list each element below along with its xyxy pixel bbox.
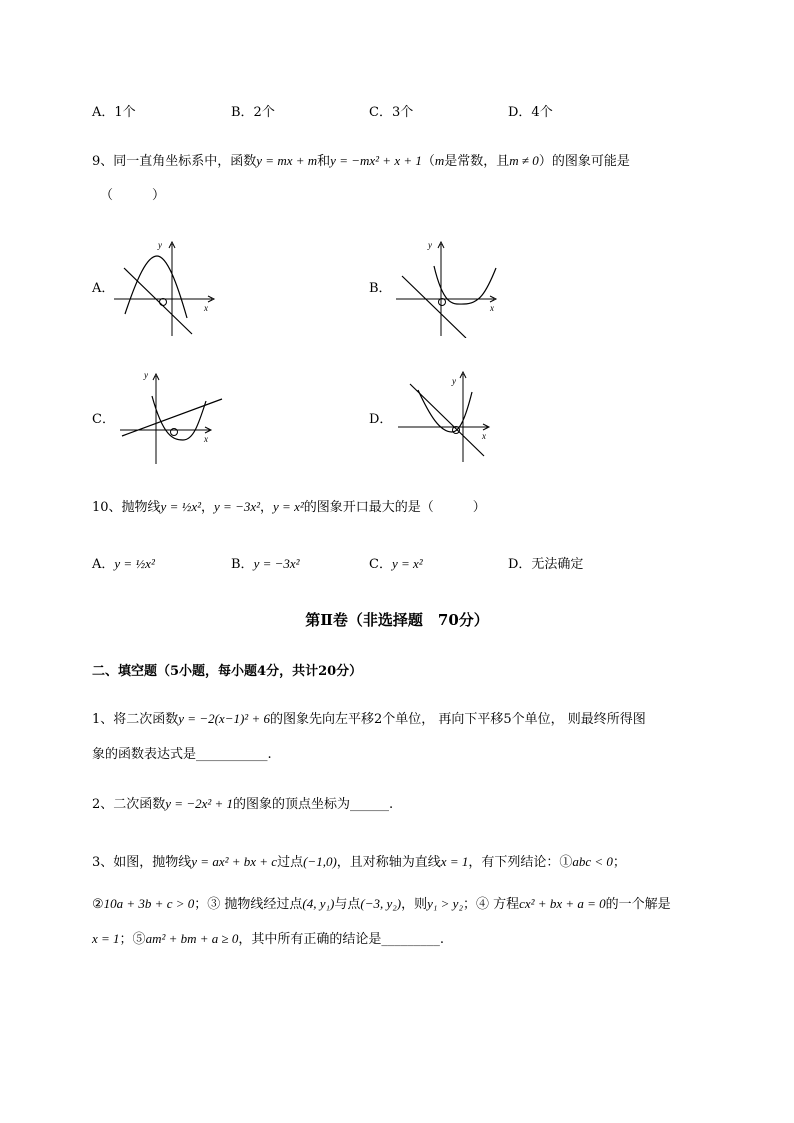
question-9 <box>92 150 630 169</box>
fill-q3-math2: (−1,0) <box>303 854 337 869</box>
q9-prefix: 9、同一直角坐标系中，函数 <box>92 154 257 169</box>
graph-b-x-label: x <box>490 303 494 313</box>
fill-question-3-line3 <box>92 928 444 947</box>
fill-question-1 <box>92 708 646 727</box>
fill-q3-math3: x = 1 <box>440 854 469 869</box>
q10-option-c-label: C． <box>369 557 392 572</box>
graph-b-label: B． <box>369 281 392 296</box>
graph-c-x-label: x <box>204 434 208 444</box>
fill-q3-l2-marker: ② <box>92 897 104 912</box>
graph-d-line <box>410 384 484 456</box>
fill-question-2 <box>92 793 393 812</box>
q10-suffix: 的图象开口最大的是（ ） <box>303 500 486 515</box>
fill-q3-l2-text5: 的一个解是 <box>605 897 671 912</box>
option-b: B．2个 <box>231 105 275 120</box>
fill-q2-prefix: 2、二次函数 <box>92 797 166 812</box>
fill-q3-l2-math2: (4, y₁) <box>302 896 335 911</box>
fill-q3-l2-text3: ，则 <box>401 897 428 912</box>
q10-option-a-math: y = ½x² <box>114 556 155 571</box>
question-10 <box>92 496 486 515</box>
graph-a-parabola <box>125 256 187 318</box>
graph-d-x-label: x <box>482 431 486 441</box>
fill-q3-l2-math3: (−3, y₂) <box>360 896 402 911</box>
q9-func1: y = mx + m <box>256 153 318 168</box>
section-2-title: 第Ⅱ卷（非选择题 70分） <box>305 611 489 629</box>
graph-b-y-label: y <box>428 240 432 250</box>
graph-a-x-label: x <box>204 303 208 313</box>
option-d: D．4个 <box>508 105 553 120</box>
q10-f1: y = ½x² <box>160 499 202 514</box>
q9-mid: 和 <box>317 154 331 169</box>
q9-suffix: ）的图象可能是 <box>538 154 630 169</box>
fill-q3-text3: ，有下列结论：① <box>468 855 573 870</box>
fill-q3-l3-text1: ；⑤ <box>119 932 146 947</box>
graph-a-y-label: y <box>158 240 162 250</box>
fill-q3-l2-text4: ；④ 方程 <box>462 897 520 912</box>
q9-cond2: m ≠ 0 <box>509 153 539 168</box>
fill-q3-l2-text2: 与点 <box>334 897 361 912</box>
fill-q3-l2-math5: cx² + bx + a = 0 <box>519 896 606 911</box>
graph-b-origin <box>439 299 446 306</box>
graph-c-parabola <box>152 396 206 440</box>
fill-q3-l3-math1: x = 1 <box>92 931 120 946</box>
fill-q3-text2: ，且对称轴为直线 <box>336 855 441 870</box>
q10-option-b-math: y = −3x² <box>253 556 300 571</box>
fill-q3-l3-math2: am² + bm + a ≥ 0 <box>145 931 239 946</box>
fill-q3-math4: abc < 0 <box>572 854 613 869</box>
q10-f2: y = −3x² <box>214 499 261 514</box>
graph-c-y-label: y <box>144 370 148 380</box>
q10-sep2: ， <box>260 500 274 515</box>
graph-a-origin <box>160 299 167 306</box>
q10-option-d: D．无法确定 <box>508 557 584 572</box>
graph-b <box>394 238 504 338</box>
fill-q3-text4: ； <box>612 855 626 870</box>
fill-in-heading: 二、填空题（5小题，每小题4分，共计20分） <box>92 664 363 679</box>
fill-q1-text: 的图象先向左平移2个单位， 再向下平移5个单位， 则最终所得图 <box>269 712 646 727</box>
q10-option-c-math: y = x² <box>391 556 423 571</box>
fill-q1-math: y = −2(x−1)² + 6 <box>178 711 270 726</box>
fill-q3-l2-math1: 10a + 3b + c > 0 <box>103 896 195 911</box>
q9-func2: y = −mx² + x + 1 <box>330 153 422 168</box>
q9-m: m <box>434 153 445 168</box>
graph-a <box>112 238 222 338</box>
q9-paren: （ <box>421 154 435 169</box>
fill-q3-prefix: 3、如图，抛物线 <box>92 855 192 870</box>
fill-q3-l3-text2: ，其中所有正确的结论是_________. <box>238 932 445 947</box>
graph-c-label: C． <box>92 412 115 427</box>
q9-cond1: 是常数，且 <box>444 154 510 169</box>
option-a: A．1个 <box>92 105 136 120</box>
graph-c <box>118 366 228 466</box>
q10-f3: y = x² <box>273 499 304 514</box>
graph-d-parabola <box>418 390 472 432</box>
fill-q3-text1: 过点 <box>277 855 304 870</box>
fill-q2-text: 的图象的顶点坐标为______. <box>233 797 394 812</box>
q10-option-b-label: B． <box>231 557 254 572</box>
fill-question-3-line2 <box>92 893 671 912</box>
graph-d <box>396 366 506 466</box>
q10-option-c <box>369 553 423 572</box>
graph-b-line <box>402 276 466 338</box>
graph-d-y-label: y <box>452 376 456 386</box>
q10-option-a <box>92 553 155 572</box>
graph-a-label: A． <box>92 281 115 296</box>
q9-answer-blank: （ ） <box>100 188 166 203</box>
fill-question-1-cont: 象的函数表达式是___________. <box>92 747 272 762</box>
option-c: C．3个 <box>369 105 414 120</box>
fill-q3-l2-math4: y₁ > y₂ <box>427 896 463 911</box>
q10-sep1: ， <box>201 500 215 515</box>
graph-d-label: D． <box>369 412 393 427</box>
fill-q1-prefix: 1、将二次函数 <box>92 712 179 727</box>
q10-prefix: 10、抛物线 <box>92 500 161 515</box>
fill-q3-math1: y = ax² + bx + c <box>191 854 278 869</box>
q10-option-a-label: A． <box>92 557 115 572</box>
fill-question-3 <box>92 851 626 870</box>
fill-q2-math: y = −2x² + 1 <box>165 796 234 811</box>
q10-option-b <box>231 553 300 572</box>
fill-q3-l2-text1: ；③ 抛物线经过点 <box>194 897 303 912</box>
